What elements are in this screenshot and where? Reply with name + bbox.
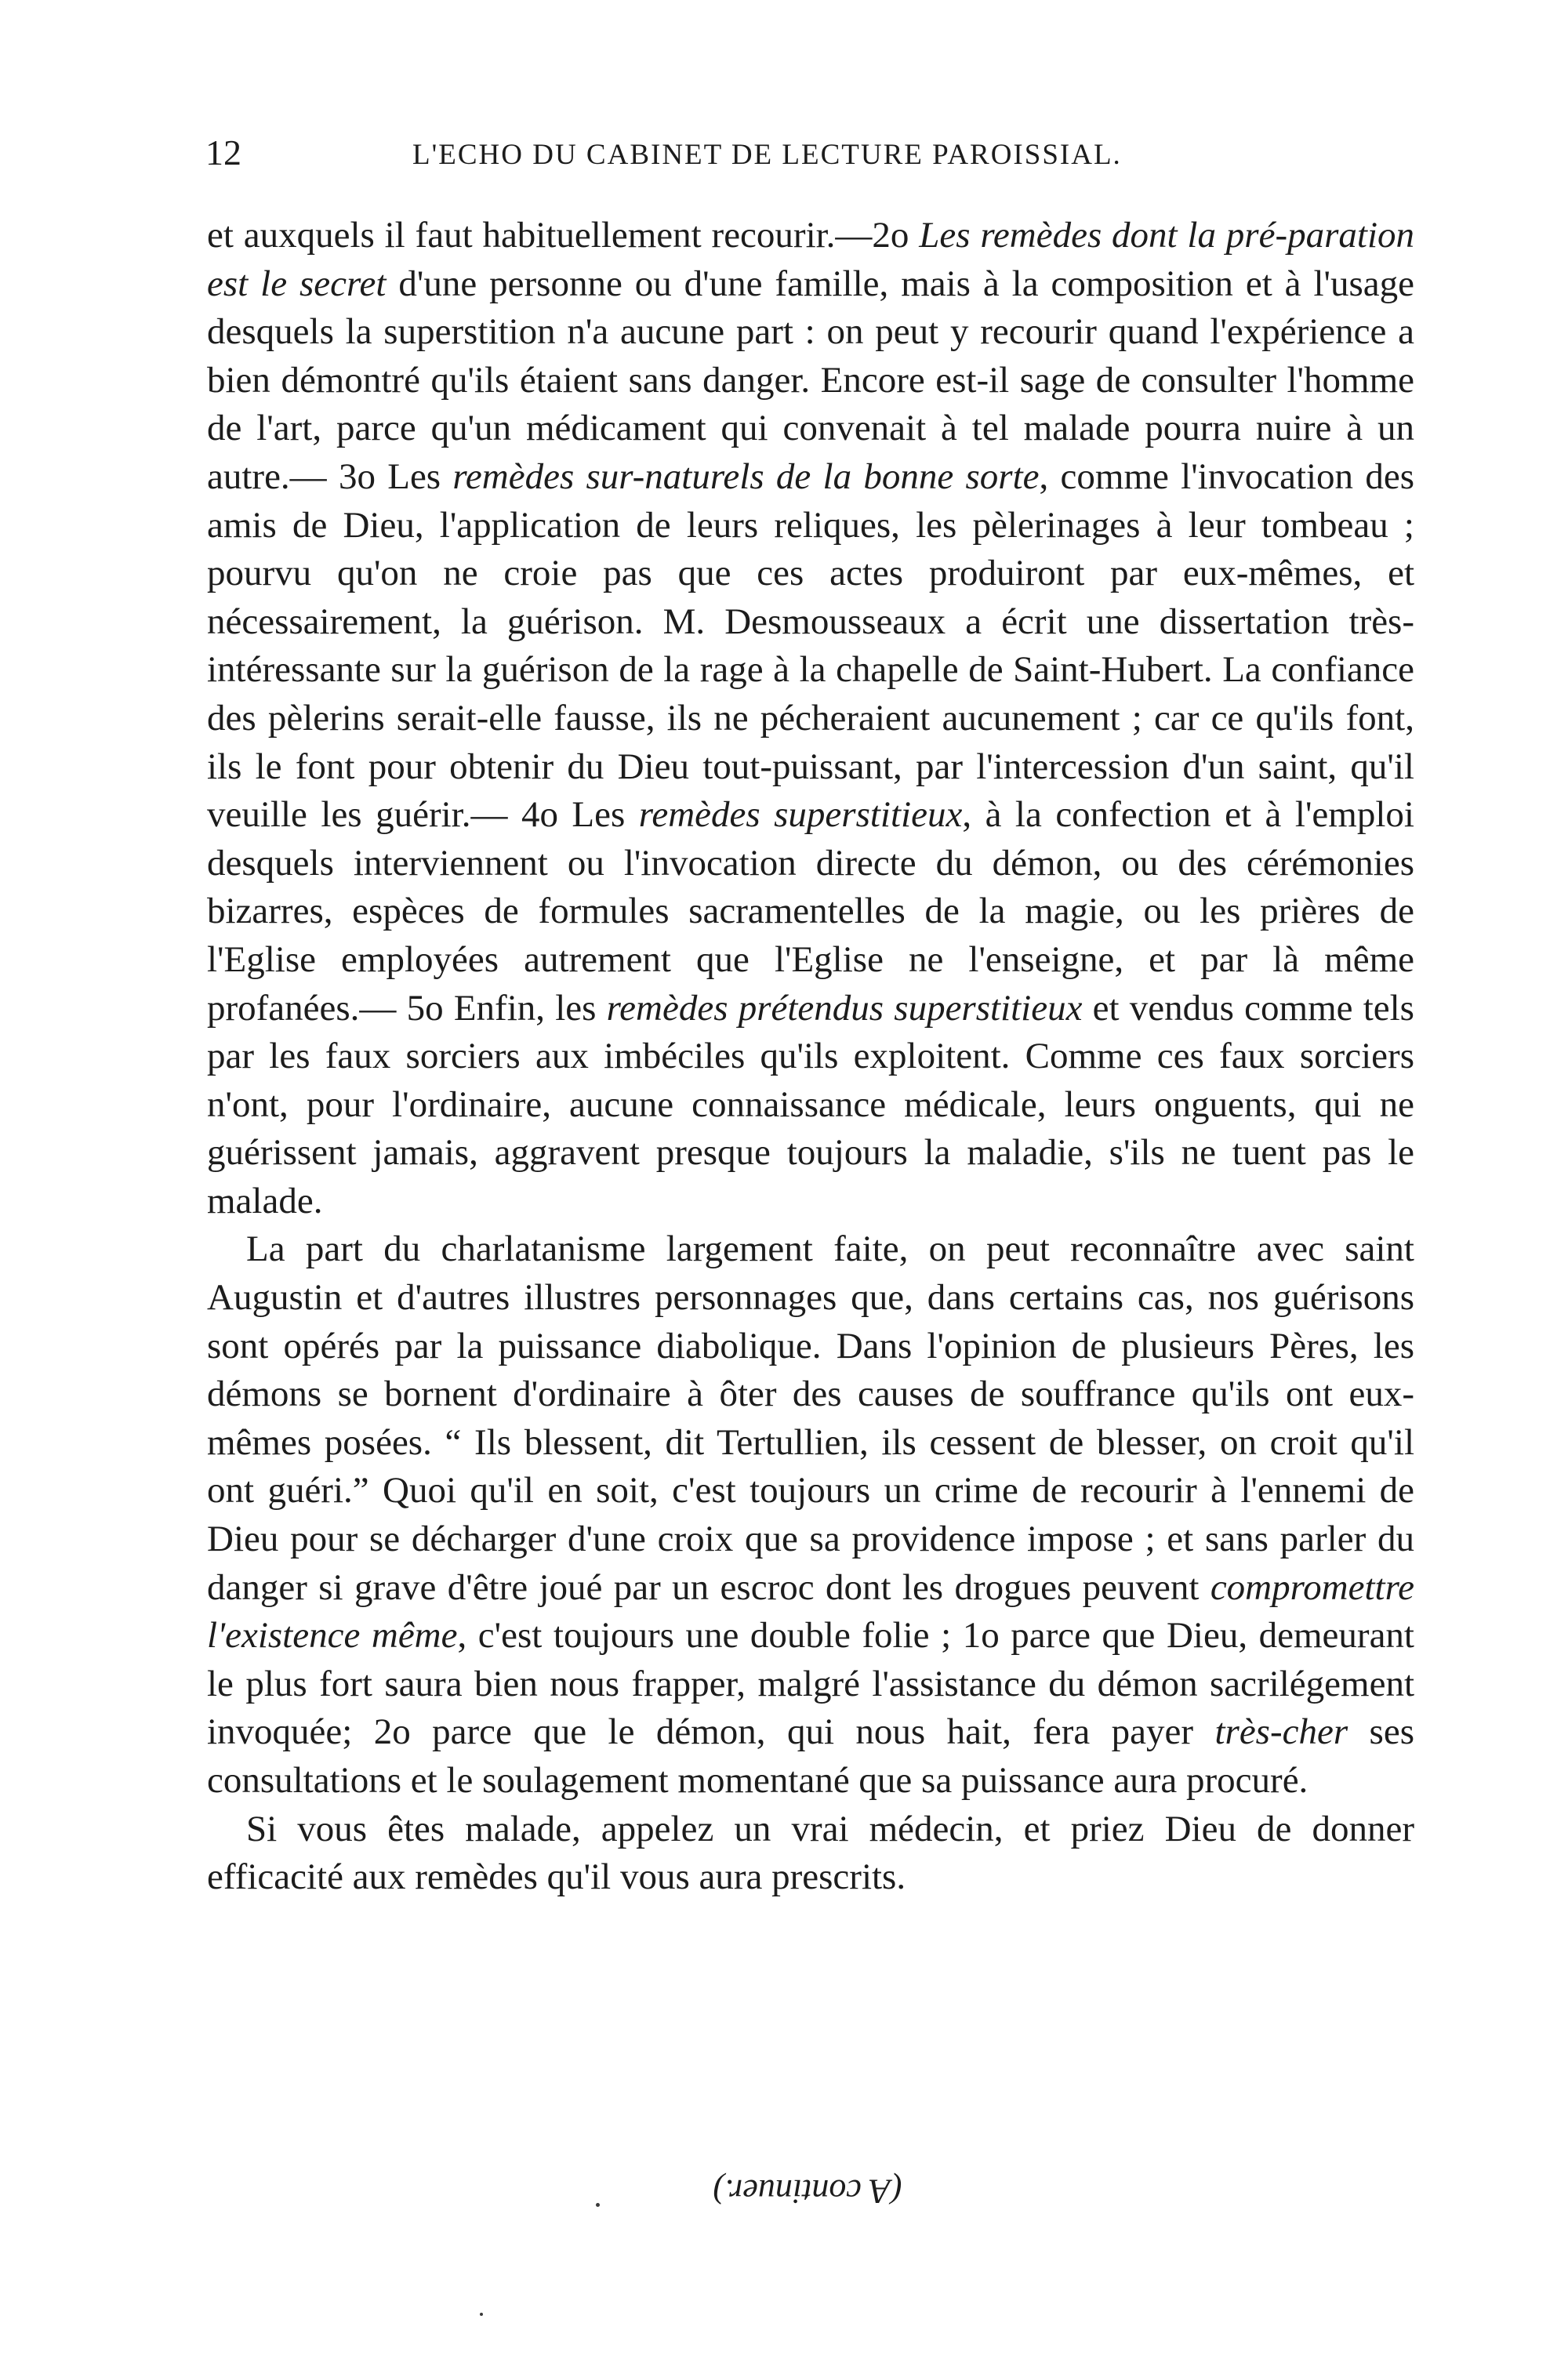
italic-run: remèdes sur-naturels de la bonne sorte: [452, 455, 1040, 497]
paragraph-charlatanism: [207, 1225, 1414, 1805]
running-header: [205, 132, 1413, 179]
text-run: d'une personne ou d'une famille, mais à la composition et à l'usage desquels la superstition n'a aucune part : on peut y recourir quand l'expérience a bien démontré qu'ils étaient sans danger. Encore est-il sage de consulter l'homme de l'art, parce qu'un médicament qui convenait à tel malade pourra nuire à un autre.— 3o Les: [207, 263, 1414, 497]
text-run: et auxquels il faut habituellement recourir.—2o: [207, 215, 920, 256]
ink-speck: [480, 2313, 483, 2316]
running-title: L'ECHO DU CABINET DE LECTURE PAROISSIAL.: [412, 139, 1122, 171]
paragraph-advice: [207, 1805, 1414, 1902]
paragraph-remedies-list: [207, 212, 1414, 1225]
text-run: La part du charlatanisme largement faite, on peut reconnaître avec saint Augustin et d'autres illustres personnages que, dans certains cas, nos guérisons sont opérés par la puissance diabolique. Dans l'opinion de plusieurs Pères, les démons se bornent d'ordinaire à ôter des causes de souffrance qu'ils ont eux-mêmes posées. “ Ils blessent, dit Tertullien, ils cessent de blesser, on croit qu'il ont guéri.” Quoi qu'il en soit, c'est toujours un crime de recourir à l'ennemi de Dieu pour se décharger d'une croix que sa providence impose ; et sans parler du danger si grave d'être joué par un escroc dont les drogues peuvent: [207, 1228, 1414, 1608]
page-number: 12: [205, 132, 241, 172]
ink-speck: [596, 2203, 600, 2207]
text-run: , comme l'invocation des amis de Dieu, l'application de leurs reliques, les pèlerinages à leur tombeau ; pourvu qu'on ne croie pas que ces actes produiront par eux-mêmes, et nécessairement, la guérison. M. Desmousseaux a écrit une dissertation très-intéressante sur la guérison de la rage à la chapelle de Saint-Hubert. La confiance des pèlerins serait-elle fausse, ils ne pécheraient aucunement ; car ce qu'ils font, ils le font pour obtenir du Dieu tout-puissant, par l'intercession d'un saint, qu'il veuille les guérir.— 4o Les: [207, 455, 1414, 836]
italic-run: remèdes superstitieux: [638, 794, 963, 836]
italic-run: Les remèdes dont la pré-paration est le secret: [207, 215, 1415, 304]
italic-run: très-cher: [1214, 1711, 1348, 1753]
continuation-note: (A continuer.): [713, 2172, 902, 2211]
text-run: , c'est toujours une double folie ; 1o parce que Dieu, demeurant le plus fort saura bien nous frapper, malgré l'assistance du démon sacrilégement invoquée; 2o parce que le démon, qui nous hait, fera payer: [207, 1615, 1414, 1753]
text-run: ses consultations et le soulagement momentané que sa puissance aura procuré.: [207, 1711, 1414, 1801]
italic-run: compromettre l'existence même: [207, 1566, 1414, 1657]
text-run: et vendus comme tels par les faux sorciers aux imbéciles qu'ils exploitent. Comme ces faux sorciers n'ont, pour l'ordinaire, aucune connaissance médicale, leurs onguents, qui ne guérissent jamais, aggravent presque toujours la maladie, s'ils ne tuent pas le malade.: [207, 987, 1414, 1221]
body-text: [207, 212, 1414, 1902]
text-run: Si vous êtes malade, appelez un vrai médecin, et priez Dieu de donner efficacité aux remèdes qu'il vous aura prescrits.: [207, 1808, 1414, 1898]
italic-run: remèdes prétendus superstitieux: [606, 987, 1083, 1029]
text-run: , à la confection et à l'emploi desquels interviennent ou l'invocation directe du démon, ou des cérémonies bizarres, espèces de formules sacramentelles de la magie, ou les prières de l'Eglise employées autrement que l'Eglise ne l'enseigne, et par là même profanées.— 5o Enfin, les: [207, 794, 1414, 1029]
